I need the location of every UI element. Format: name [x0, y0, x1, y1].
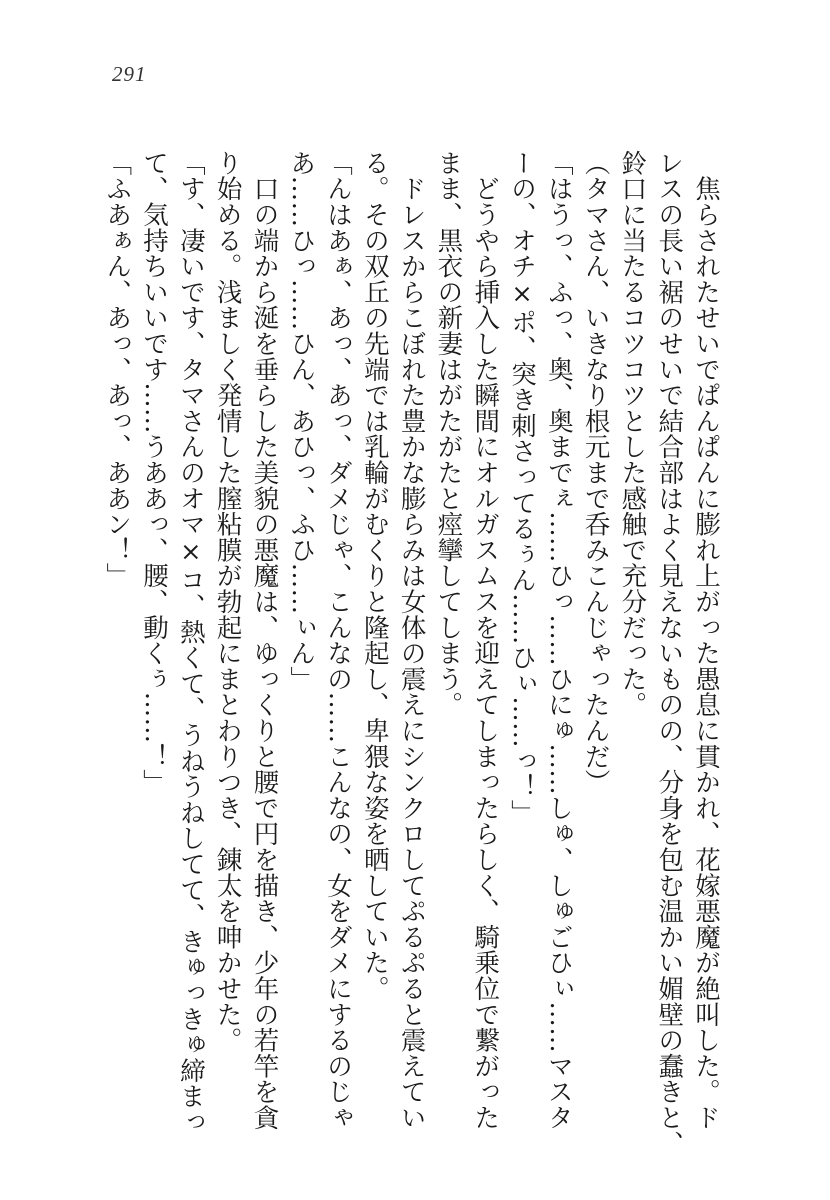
text-line: ーの、オチ×ポ、突き刺さってるぅん……ひぃ……っ！」: [507, 150, 538, 826]
text-line: 「はうっ、ふっ、奥、奥までぇ……ひっ……ひにゅ……しゅ、しゅごひぃ……マスタ: [543, 150, 574, 1131]
text-line: レスの長い裾のせいで結合部はよく見えないものの、分身を包む温かい媚壁の蠢きと、: [654, 150, 685, 1157]
text-line: どうやら挿入した瞬間にオルガスムスを迎えてしまったらしく、騎乗位で繋がった: [470, 150, 501, 1131]
text-line: 焦らされたせいでぱんぱんに膨れ上がった愚息に貫かれ、花嫁悪魔が絶叫した。ド: [691, 150, 721, 1131]
text-line: る。その双丘の先端では乳輪がむくりと隆起し、卑猥な姿を晒していた。: [359, 150, 390, 1002]
text-line: て、気持ちいいです……うああっ、腰、動くぅ……！」: [139, 150, 170, 795]
text-line: 「ふあぁん、あっ、あっ、ああン！」: [102, 150, 133, 589]
text-line: あ……ひっ……ひん、あひっ、ふひ……ぃん」: [286, 150, 317, 692]
text-line: 「す、凄いです、タマさんのオマ×コ、熱くて、うねうねしてて、きゅっきゅ締まっ: [175, 150, 206, 1135]
text-line: （タマさん、いきなり根元まで呑みこんじゃったんだ）: [580, 150, 611, 795]
text-line: ドレスからこぼれた豊かな膨らみは女体の震えにシンクロしてぷるぷると震えてい: [396, 150, 427, 1131]
text-line: まま、黒衣の新妻はがたがたと痙攣してしまう。: [433, 150, 464, 718]
text-line: 「んはあぁ、あっ、あっ、ダメじゃ、こんなの……こんなの、女をダメにするのじゃ: [323, 150, 354, 1131]
text-line: り始める。浅ましく発情した膣粘膜が勃起にまとわりつき、錬太を呻かせた。: [212, 150, 243, 1053]
body-text: [98, 150, 724, 1170]
text-line: 鈴口に当たるコツコツとした感触で充分だった。: [617, 150, 648, 718]
page-number: 291: [112, 62, 147, 86]
text-line: 口の端から涎を垂らした美貌の悪魔は、ゆっくりと腰で円を描き、少年の若竿を貪: [249, 150, 280, 1131]
